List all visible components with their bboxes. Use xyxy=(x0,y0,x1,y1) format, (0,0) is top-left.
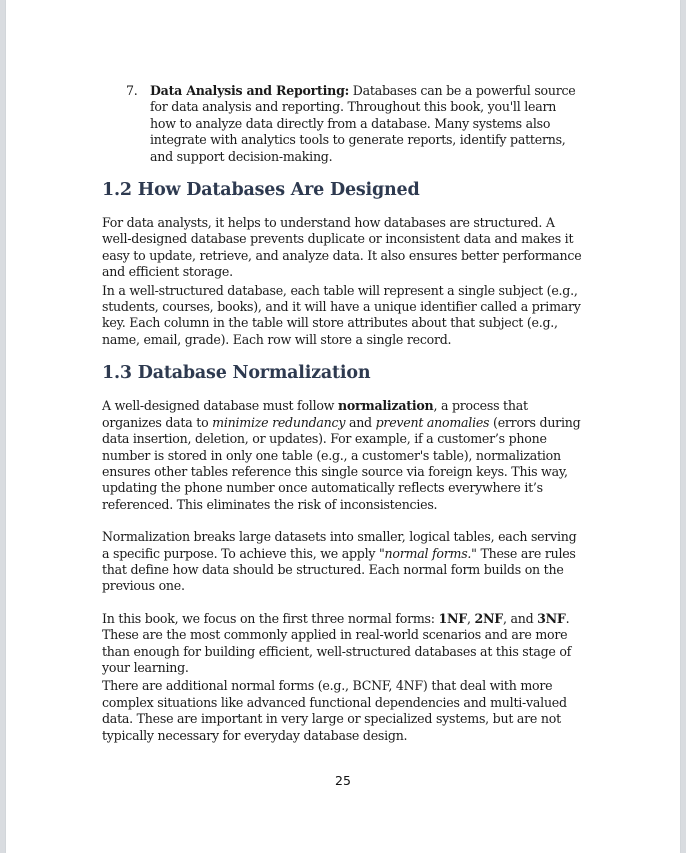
text-run: , and xyxy=(502,610,538,626)
paragraph: For data analysts, it helps to understand how databases are structured. A well-designed database prevents duplicate or inconsistent data and makes it easy to update, retrieve, and analyze data. It also ensures better performance and efficient storage. xyxy=(102,215,582,280)
paragraph-first-three-forms xyxy=(102,611,584,677)
bold-term-normalization: normalization xyxy=(337,398,434,414)
bold-term-2nf: 2NF xyxy=(474,610,503,626)
section-heading-database-normalization: 1.3 Database Normalization xyxy=(102,363,371,384)
paragraph-additional-forms: There are additional normal forms (e.g., BCNF, 4NF) that deal with more complex situations like advanced functional dependencies and multi-valued data. These are important in very large or specialized systems, but are not typically necessary for everyday database design. xyxy=(102,678,567,743)
italic-term: "normal forms." xyxy=(379,545,477,561)
text-run: . These are the most commonly applied in real-world scenarios and are more than enough for building efficient, well-structured databases at this stage of your learning. xyxy=(102,610,572,675)
bold-term-1nf: 1NF xyxy=(438,610,467,626)
section-heading-how-databases-designed: 1.2 How Databases Are Designed xyxy=(102,180,420,201)
italic-term: minimize redundancy xyxy=(212,414,346,430)
bold-term-3nf: 3NF xyxy=(537,610,566,626)
paragraph: In a well-structured database, each table will represent a single subject (e.g., students, courses, books), and it will have a unique identifier called a primary key. Each column in the table will store attributes about that subject (e.g., name, email, grade). Each row will store a single record. xyxy=(102,282,581,347)
list-item-number: 7. xyxy=(126,83,138,98)
text-run: (errors during data insertion, deletion, or updates). For example, if a customer’s phone number is stored in only one table (e.g., a customer's table), normalization ensures other tables reference this single source via foreign keys. This way, updating the phone number once automatically reflects everywhere it’s referenced. This eliminates the risk of inconsistencies. xyxy=(102,414,581,512)
text-run: In this book, we focus on the first three normal forms: xyxy=(102,610,439,626)
text-run: These are rules that define how data should be structured. Each normal form builds on the previous one. xyxy=(102,545,576,594)
text-run: A well-designed database must follow xyxy=(102,398,338,414)
italic-term: prevent anomalies xyxy=(375,414,490,430)
page-content xyxy=(102,83,584,744)
text-run: and xyxy=(345,414,376,430)
page-number: 25 xyxy=(335,773,351,788)
list-item-data-analysis xyxy=(102,83,584,165)
paragraph-normalization-intro xyxy=(102,398,584,513)
list-item-title: Data Analysis and Reporting: xyxy=(150,83,350,98)
text-run: , a process that organizes data to xyxy=(102,398,528,430)
text-run: Normalization breaks large datasets into smaller, logical tables, each serving a specific purpose. To achieve this, we apply xyxy=(102,529,577,561)
paragraph-normal-forms xyxy=(102,529,584,595)
text-run: , xyxy=(466,610,475,626)
list-item-text: Databases can be a powerful source for data analysis and reporting. Throughout this book, you'll learn how to analyze data directly from a database. Many systems also integrate with analytics tools to generate reports, identify patterns, and support decision-making. xyxy=(150,83,576,164)
document-page xyxy=(6,0,680,853)
